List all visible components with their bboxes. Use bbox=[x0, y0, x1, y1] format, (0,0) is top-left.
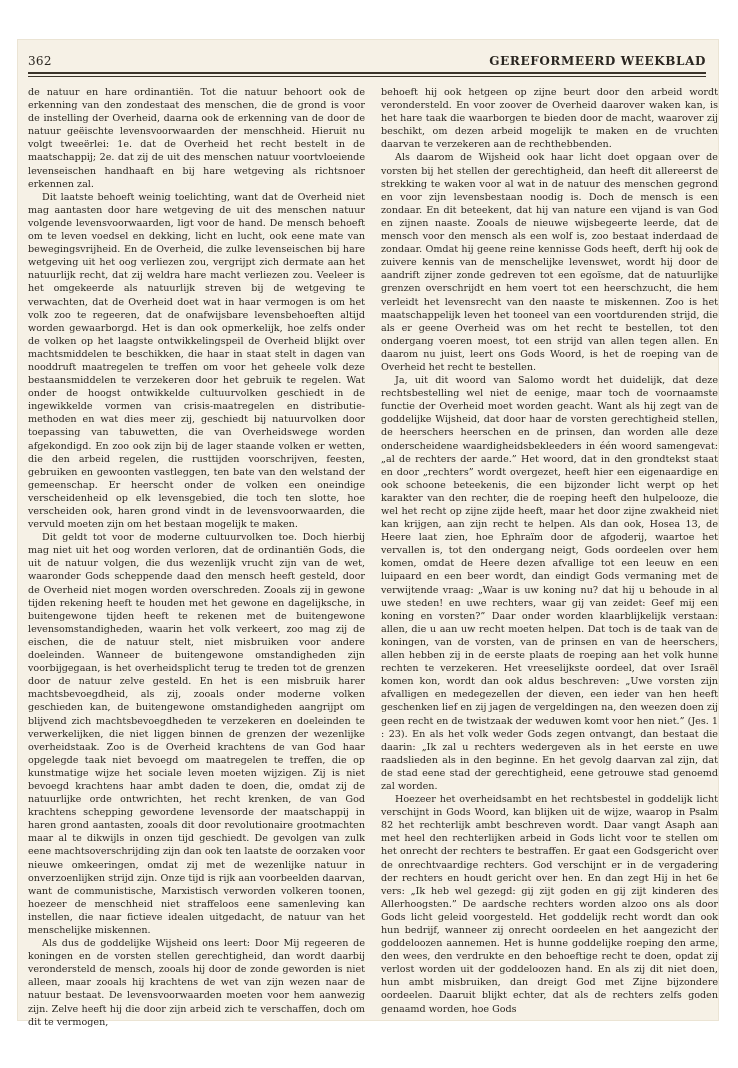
page-header bbox=[28, 54, 706, 70]
paragraph: Ja, uit dit woord van Salomo wordt het duidelijk, dat deze rechtsbestelling wel niet de eenige, maar toch de voornaamste functie der Overheid moet worden geacht. Want als hij zegt van de goddelijke Wijsheid, dat door haar de vorsten gerechtigheid stellen, de heerschers heerschen en de prinsen, dan worden alle deze onderscheidene waardigheidsbekleeders in één woord samengevat: „al de rechters der aarde.” Het woord, dat in den grondtekst staat en door „rechters” wordt overgezet, heeft hier een eigenaardige en ook schoone beteekenis, die een bijzonder licht werpt op het karakter van den rechter, die de roeping heeft den hulpelooze, die wel het recht op zijne zijde heeft, maar het door zijne zwakheid niet kan krijgen, aan zijn recht te helpen. Als dan ook, Hosea 13, de Heere laat zien, hoe Ephraïm door de afgoderij, waartoe het vervallen is, tot den ondergang neigt, Gods oordeelen over hem komen, omdat de Heere dezen afvallige tot een leeuw en een luipaard en een beer wordt, dan eindigt Gods vermaning met de verwijtende vraag: „Waar is uw koning nu? dat hij u behoude in al uwe steden! en uwe rechters, waar gij van zeidet: Geef mij een koning en vorsten?” Daar onder worden klaarblijkelijk verstaan: allen, die u aan uw recht moeten helpen. Dat toch is de taak van de koningen, van de vorsten, van de prinsen en van de heerschers, allen hebben zij in de eerste plaats de roeping aan het volk hunne rechten te verzekeren. Het vreeselijkste oordeel, dat over Israël komen kon, wordt dan ook aldus beschreven: „Uwe vorsten zijn afvalligen en medegezellen der dieven, een ieder van hen heeft geschenken lief en zij jagen de vergeldingen na, den weezen doen zij geen recht en de twistzaak der weduwen komt voor hen niet.” (Jes. 1 : 23). En als het volk weder Gods zegen ontvangt, dan bestaat die daarin: „Ik zal u rechters wedergeven als in het eerste en uwe raadslieden als in den beginne. En het gevolg daarvan zal zijn, dat de stad eene stad der gerechtigheid, eene getrouwe stad genoemd zal worden. bbox=[381, 375, 718, 792]
paragraph: Dit laatste behoeft weinig toelichting, want dat de Overheid niet mag aantasten door hare wetgeving de uit des menschen natuur volgende levensvoorwaarden, ligt voor de hand. De mensch behoeft om te leven voedsel en dekking, licht en lucht, ook eene mate van bewegingsvrijheid. En de Overheid, die zulke levenseischen bij hare wetgeving uit het oog verliezen zou, vergrijpt zich dermate aan het natuurlijk recht, dat zij weldra hare macht verliezen zou. Veeleer is het omgekeerde als natuurlijk streven bij de wetgeving te verwachten, dat de Overheid doet wat in haar vermogen is om het volk zoo te regeeren, dat de onafwijsbare levensbehoeften altijd worden gewaarborgd. Het is dan ook opmerkelijk, hoe zelfs onder de volken op het laagste ontwikkelingspeil de Overheid blijkt over machtsmiddelen te beschikken, die haar in staat stelt in dagen van nooddruft maatregelen te treffen om voor het geheele volk deze bestaansmiddelen te verzekeren door het gebruik te regelen. Wat onder de hoogst ontwikkelde cultuurvolken geschiedt in de ingewikkelde vormen van crisis-maatregelen en distributie-methoden en wat dies meer zij, geschiedt bij natuurvolken door toepassing van tabuwetten, die van Overheidswege worden afgekondigd. En zoo ook zijn bij de lager staande volken er wetten, die den arbeid regelen, die rusttijden voorschrijven, feesten, gebruiken en gewoonten vastleggen, ten bate van den welstand der gemeenschap. Er heerscht onder de volken een oneindige verscheidenheid op elk levensgebied, die toch ten slotte, hoe verscheiden ook, haren grond vindt in de levensvoorwaarden, die vervuld moeten zijn om het bestaan mogelijk te maken. bbox=[28, 191, 365, 531]
paragraph: de natuur en hare ordinantiën. Tot die natuur behoort ook de erkenning van den zondestaat des menschen, die de grond is voor de instelling der Overheid, daarna ook de erkenning van de door de natuur geëischte levensvoorwaarden der menschheid. Hieruit nu volgt tweeërlei: 1e. dat de Overheid het recht bestelt in de maatschappij; 2e. dat zij de uit des menschen natuur voortvloeiende levenseischen handhaaft en bij hare wetgeving als richtsnoer erkennen zal. bbox=[28, 87, 365, 190]
article-body bbox=[28, 86, 718, 1028]
page-number: 362 bbox=[28, 54, 52, 68]
paragraph: behoeft hij ook hetgeen op zijne beurt door den arbeid wordt verondersteld. En voor zoover de Overheid daarover waken kan, is het hare taak die waarborgen te bieden door de macht, waarover zij beschikt, om dezen arbeid mogelijk te maken en de vruchten daarvan te verzekeren aan de rechthebbenden. bbox=[381, 87, 718, 151]
journal-title: GEREFORMEERD WEEKBLAD bbox=[489, 54, 706, 68]
header-rule-thick bbox=[28, 72, 706, 74]
paragraph: Hoezeer het overheidsambt en het rechtsbestel in goddelijk licht verschijnt in Gods Woord, kan blijken uit de wijze, waarop in Psalm 82 het rechterlijk ambt beschreven wordt. Daar vangt Asaph aan met heel den rechterlijken arbeid in Gods licht voor te stellen om het onrecht der rechters te bestraffen. Er gaat een Godsgericht over de onrechtvaardige rechters. God verschijnt er in de vergadering der rechters en houdt gericht over hen. En dan zegt Hij in het 6e vers: „Ik heb wel gezegd: gij zijt goden en gij zijt kinderen des Allerhoogsten.” De aardsche rechters worden alzoo ons als door Gods licht geleid voorgesteld. Het goddelijk recht wordt dan ook hun bedrijf, wanneer zij onrecht oordeelen en het aangezicht der goddeloozen aannemen. Het is hunne goddelijke roeping den arme, den wees, den verdrukte en den behoeftige recht te doen, opdat zij verlost worden uit der goddeloozen hand. En als zij dit niet doen, hun ambt misbruiken, dan dreigt God met Zijne bijzondere oordeelen. Daaruit blijkt echter, dat als de rechters zelfs goden genaamd worden, hoe Gods bbox=[381, 794, 718, 1015]
paragraph: Dit geldt tot voor de moderne cultuurvolken toe. Doch hierbij mag niet uit het oog worden verloren, dat de ordinantiën Gods, die uit de natuur volgen, die dus wezenlijk vrucht zijn van de wet, waaronder Gods scheppende daad den mensch heeft gesteld, door de Overheid niet mogen worden overschreden. Zooals zij in gewone tijden rekening heeft te houden met het gewone en dagelijksche, in buitengewone tijden heeft te rekenen met de buitengewone levensomstandigheden, waarin het volk verkeert, zoo mag zij de eischen, die de natuur stelt, niet misbruiken voor andere doeleinden. Wanneer de buitengewone omstandigheden zijn voorbijgegaan, is het overheidsplicht terug te treden tot de grenzen door de natuur zelve gesteld. En het is een misbruik harer machtsbevoegdheid, als zij, zooals onder moderne volken geschieden kan, de buitengewone omstandigheden aangrijpt om blijvend zich machtsbevoegdheden te verzekeren en doeleinden te verwerkelijken, die niet liggen binnen de grenzen der wezenlijke overheidstaak. Zoo is de Overheid krachtens de van God haar opgelegde taak niet bevoegd om maatregelen te treffen, die op kunstmatige wijze het sociale leven moeten wijzigen. Zij is niet bevoegd krachtens haar ambt daden te doen, die, omdat zij de natuurlijke orde ontwrichten, het recht krenken, de van God krachtens schepping gewordene levensorde der maatschappij in haren grond aantasten, zooals dit door revolutionaire grootmachten maar al te dikwijls in onzen tijd geschiedt. De gevolgen van zulk eene machtsoverschrijding zijn dan ook ten laatste de oorzaken voor nieuwe omkeeringen, omdat zij met de wezenlijke natuur in onverzoenlijken strijd zijn. Onze tijd is rijk aan voorbeelden daarvan, want de communistische, Marxistisch verworden volkeren toonen, hoezeer de menschheid niet straffeloos eene samenleving kan instellen, die naar fictieve idealen uitgedacht, de natuur van het menschelijke miskennen. bbox=[28, 532, 365, 936]
newspaper-page bbox=[18, 40, 718, 1028]
paragraph: Als dus de goddelijke Wijsheid ons leert: Door Mij regeeren de koningen en de vorsten stellen gerechtigheid, dan wordt daarbij verondersteld de mensch, zooals hij door de zonde geworden is niet alleen, maar zooals hij krachtens de wet van zijn wezen naar de natuur bestaat. De levensvoorwaarden moeten voor hem aanwezig zijn. Zelve heeft hij die door zijn arbeid zich te verschaffen, doch om dit te vermogen, bbox=[28, 938, 365, 1028]
paragraph: Als daarom de Wijsheid ook haar licht doet opgaan over de vorsten bij het stellen der gerechtigheid, dan heeft dit allereerst de strekking te waken voor al wat in de natuur des menschen gegrond en voor zijn levensbestaan noodig is. Doch de mensch is een zondaar. En dit beteekent, dat hij van nature een vijand is van God en zijnen naaste. Zooals de nieuwe wijsbegeerte leerde, dat de mensch voor den mensch als een wolf is, zoo bestaat inderdaad de zondaar. Omdat hij geene reine kennisse Gods heeft, derft hij ook de zuivere kennis van de menschelijke levenswet, wordt hij door de aandrift zijner zonde gedreven tot een egoïsme, dat de natuurlijke grenzen overschrijdt en hem voert tot een heerschzucht, die hem verleidt het levensrecht van den naaste te miskennen. Zoo is het maatschappelijk leven het tooneel van een voortdurenden strijd, die als er geene Overheid was om het recht te bestellen, tot den ondergang voeren moest, tot een strijd van allen tegen allen. En daarom nu juist, leert ons Gods Woord, is het de roeping van de Overheid het recht te bestellen. bbox=[381, 152, 718, 373]
header-rule-thin bbox=[28, 76, 706, 77]
right-column bbox=[381, 86, 718, 1018]
left-column bbox=[28, 86, 365, 1028]
